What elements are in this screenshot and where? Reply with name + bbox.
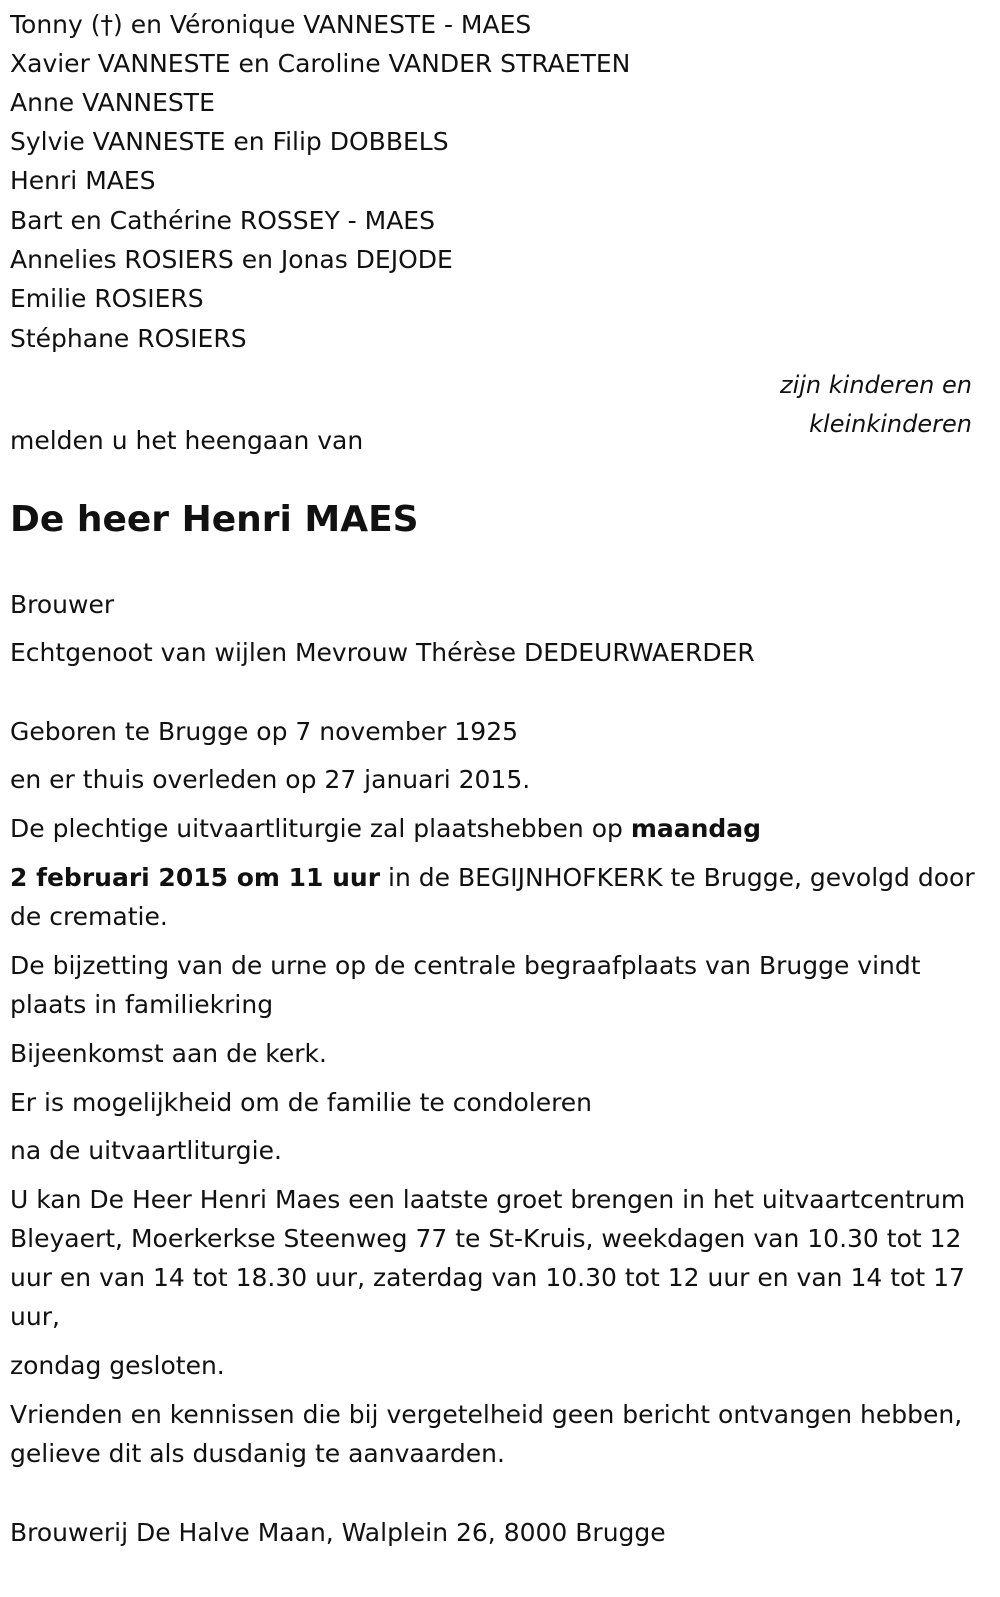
liturgy-intro: De plechtige uitvaartliturgie zal plaatshebben op <box>10 814 631 843</box>
notice-paragraph: Vrienden en kennissen die bij vergetelheid geen bericht ontvangen hebben, gelieve dit als dusdanig te aanvaarden. <box>10 1400 963 1468</box>
relation-line: kleinkinderen <box>809 410 972 438</box>
farewell-paragraph: U kan De Heer Henri Maes een laatste groet brengen in het uitvaartcentrum Bleyaert, Moerkerkse Steenweg 77 te St-Kruis, weekdagen van 10.30 tot 12 uur en van 14 tot 18.30 uur, zaterdag van 10.30 tot 12 uur en van 14 tot 17 uur, <box>10 1185 966 1331</box>
sunday-line: zondag gesloten. <box>10 1351 225 1380</box>
liturgy-rest: in de BEGIJNHOFKERK te Brugge, gevolgd door de crematie. <box>10 863 975 931</box>
occupation: Brouwer <box>10 590 115 619</box>
condolence-line: Er is mogelijkheid om de familie te condoleren <box>10 1088 593 1117</box>
urn-paragraph: De bijzetting van de urne op de centrale begraafplaats van Brugge vindt plaats in familiekring <box>10 951 921 1019</box>
gathering-line: Bijeenkomst aan de kerk. <box>10 1039 327 1068</box>
spouse-line: Echtgenoot van wijlen Mevrouw Thérèse DEDEURWAERDER <box>10 638 755 667</box>
family-line: Anne VANNESTE <box>10 88 215 117</box>
deceased-name: De heer Henri MAES <box>10 499 419 540</box>
brewery-address: Brouwerij De Halve Maan, Walplein 26, 8000 Brugge <box>10 1518 666 1547</box>
liturgy-date-time: 2 februari 2015 om 11 uur <box>10 863 381 892</box>
family-line: Sylvie VANNESTE en Filip DOBBELS <box>10 127 449 156</box>
liturgy-line-1 <box>10 809 980 848</box>
liturgy-line-2 <box>10 858 980 936</box>
birth-line: Geboren te Brugge op 7 november 1925 <box>10 717 519 746</box>
family-line: Henri MAES <box>10 166 156 195</box>
family-line: Tonny (†) en Véronique VANNESTE - MAES <box>10 10 532 39</box>
death-line: en er thuis overleden op 27 januari 2015. <box>10 765 531 794</box>
family-line: Stéphane ROSIERS <box>10 324 247 353</box>
relation-line: zijn kinderen en <box>780 371 972 399</box>
family-line: Xavier VANNESTE en Caroline VANDER STRAETEN <box>10 49 631 78</box>
family-line: Bart en Cathérine ROSSEY - MAES <box>10 206 435 235</box>
intro-text: melden u het heengaan van <box>10 426 364 455</box>
family-line: Emilie ROSIERS <box>10 284 204 313</box>
condolence-line: na de uitvaartliturgie. <box>10 1136 282 1165</box>
family-line: Annelies ROSIERS en Jonas DEJODE <box>10 245 453 274</box>
liturgy-day: maandag <box>630 814 762 843</box>
